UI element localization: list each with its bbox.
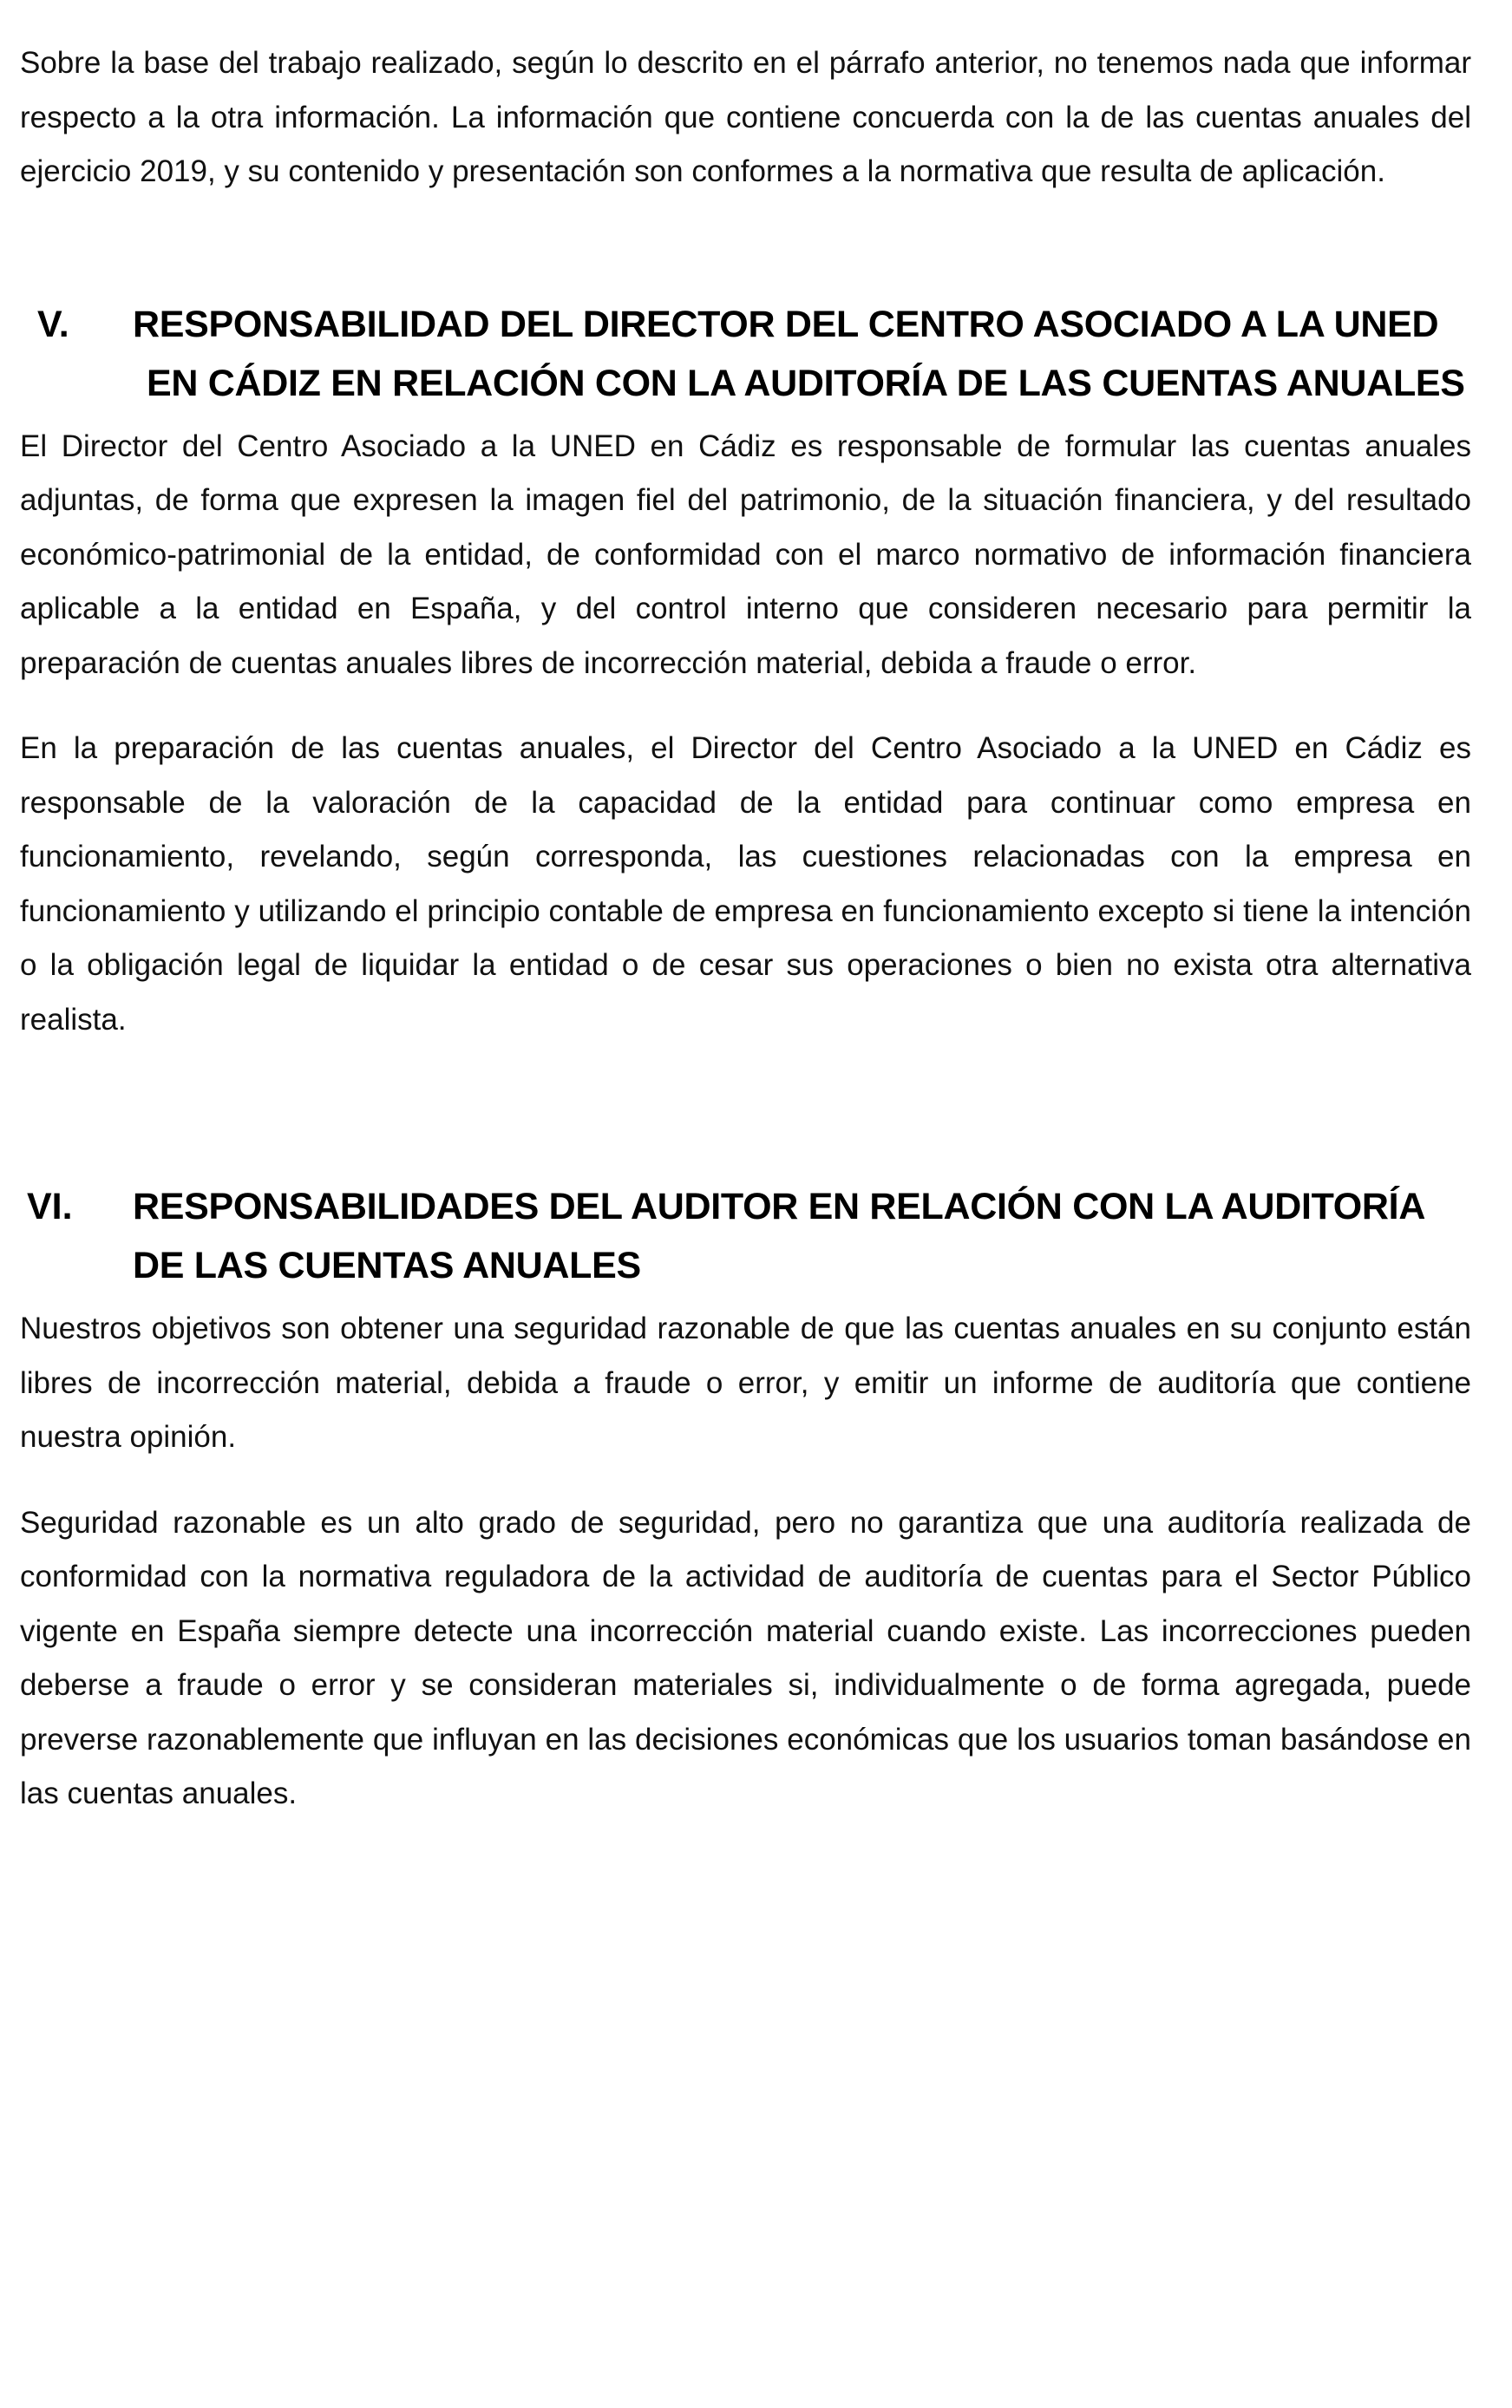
section-v-paragraph-2: En la preparación de las cuentas anuales, el Director del Centro Asociado a la UNED en Cádiz es responsable de la valoración de la capacidad de la entidad para continuar como empresa en funcionamiento, revelando, según corresponda, las cuestiones relacionadas con la empresa en funcionamiento y utilizando el principio contable de empresa en funcionamiento excepto si tiene la intención o la obligación legal de liquidar la entidad o de cesar sus operaciones o bien no exista otra alternativa realista. — [20, 731, 1471, 1037]
section-vi-paragraph-2: Seguridad razonable es un alto grado de seguridad, pero no garantiza que una auditoría realizada de conformidad con la normativa reguladora de la actividad de auditoría de cuentas para el Sector Público vigente en España siempre detecte una incorrección material cuando existe. Las incorrecciones pueden deberse a fraude o error y se consideran materiales si, individualmente o de forma agregada, puede preverse razonablemente que influyan en las decisiones económicas que los usuarios toman basándose en las cuentas anuales. — [20, 1505, 1471, 1810]
section-v-title-line1: RESPONSABILIDAD DEL DIRECTOR DEL CENTRO ASOCIADO A LA UNED — [133, 303, 1439, 345]
document-page — [20, 36, 1471, 1822]
spacer — [20, 1295, 1471, 1302]
section-v-number: V. — [37, 303, 69, 345]
spacer — [20, 690, 1471, 722]
section-vi-title — [133, 1177, 1471, 1295]
section-vi-number: VI. — [27, 1186, 73, 1227]
spacer — [20, 200, 1471, 295]
section-v-heading — [20, 295, 1471, 413]
section-v-title — [133, 295, 1471, 413]
spacer — [20, 1465, 1471, 1496]
section-v-title-line2: EN CÁDIZ EN RELACIÓN CON LA AUDITORÍA DE LAS CUENTAS ANUALES — [147, 362, 1465, 404]
section-vi-heading — [20, 1177, 1471, 1295]
section-vi-title-line2: DE LAS CUENTAS ANUALES — [133, 1245, 641, 1286]
spacer — [20, 413, 1471, 420]
section-vi-paragraph-1: Nuestros objetivos son obtener una seguridad razonable de que las cuentas anuales en su conjunto están libres de incorrección material, debida a fraude o error, y emitir un informe de auditoría que contiene nuestra opinión. — [20, 1312, 1471, 1454]
section-vi-title-line1: RESPONSABILIDADES DEL AUDITOR EN RELACIÓN CON LA AUDITORÍA — [133, 1186, 1426, 1227]
section-v-paragraph-1: El Director del Centro Asociado a la UNED en Cádiz es responsable de formular las cuentas anuales adjuntas, de forma que expresen la imagen fiel del patrimonio, de la situación financiera, y del resultado económico-patrimonial de la entidad, de conformidad con el marco normativo de información financiera aplicable a la entidad en España, y del control interno que consideren necesario para permitir la preparación de cuentas anuales libres de incorrección material, debida a fraude o error. — [20, 429, 1471, 680]
intro-paragraph: Sobre la base del trabajo realizado, según lo descrito en el párrafo anterior, no tenemos nada que informar respecto a la otra información. La información que contiene concuerda con la de las cuentas anuales del ejercicio 2019, y su contenido y presentación son conformes a la normativa que resulta de aplicación. — [20, 46, 1471, 188]
spacer — [20, 1047, 1471, 1177]
